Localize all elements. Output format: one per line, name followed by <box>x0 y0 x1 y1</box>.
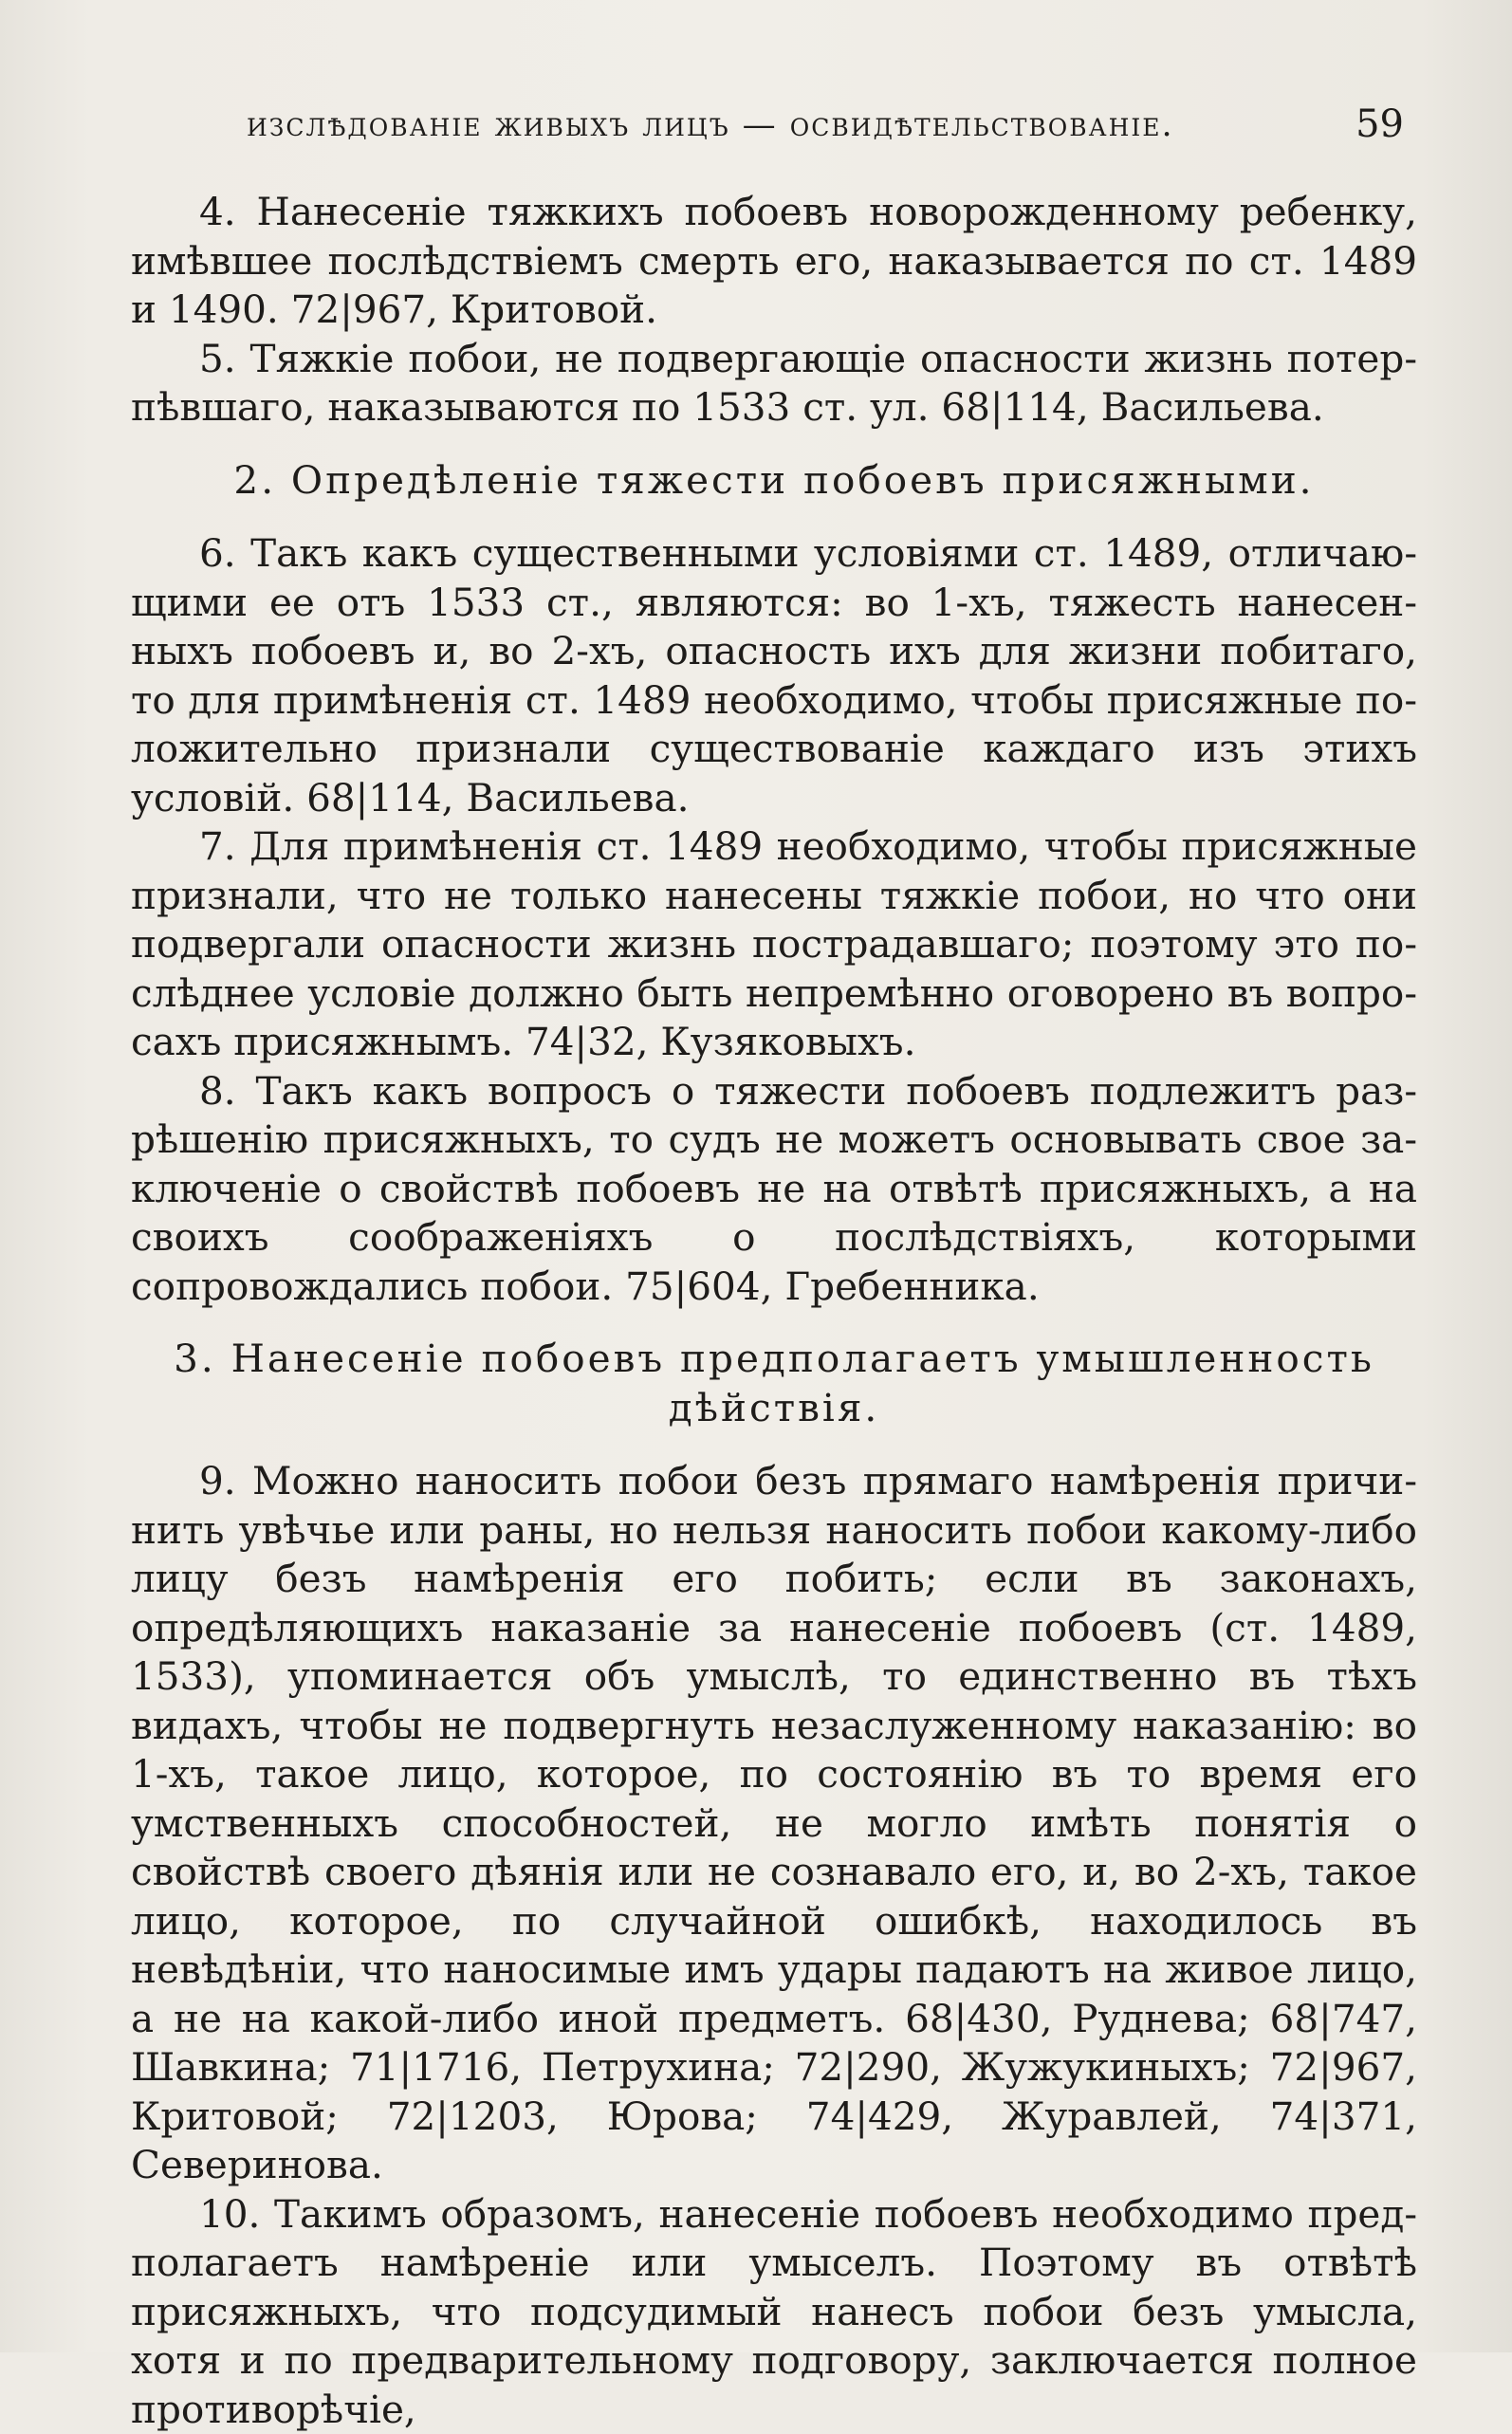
running-head <box>247 106 1404 150</box>
paragraph-7: 7. Для примѣненія ст. 1489 необходимо, чтобы присяжные признали, что не только нанесены тяжкіе побои, но что они подвергали опасности жизнь пострадавшаго; поэтому это послѣднее условіе должно быть непремѣнно оговорено въ вопросахъ присяжнымъ. 74|32, Кузяковыхъ. <box>131 822 1417 1067</box>
running-title: изслѣдованіе живыхъ лицъ — освидѣтельствованіе. <box>247 106 1174 144</box>
paragraph-5: 5. Тяжкіе побои, не подвергающіе опасности жизнь потерпѣвшаго, наказываются по 1533 ст. ул. 68|114, Васильева. <box>131 335 1417 433</box>
section-heading-3: 3. Нанесеніе побоевъ предполагаетъ умышленность дѣйствія. <box>131 1335 1417 1432</box>
paragraph-10: 10. Такимъ образомъ, нанесеніе побоевъ необходимо предполагаетъ намѣреніе или умыселъ. Поэтому въ отвѣтѣ присяжныхъ, что подсудимый нанесъ побои безъ умысла, хотя и по предварительному подговору, заключается полное противорѣчіе, <box>131 2190 1417 2434</box>
paragraph-9: 9. Можно наносить побои безъ прямаго намѣренія причинить увѣчье или раны, но нельзя наносить побои какому-либо лицу безъ намѣренія его побить; если въ законахъ, опредѣляющихъ наказаніе за нанесеніе побоевъ (ст. 1489, 1533), упоминается объ умыслѣ, то единственно въ тѣхъ видахъ, чтобы не подвергнуть незаслуженному наказанію: во 1-хъ, такое лицо, которое, по состоянію въ то время его умственныхъ способностей, не могло имѣть понятія о свойствѣ своего дѣянія или не сознавало его, и, во 2-хъ, такое лицо, которое, по случайной ошибкѣ, находилось въ невѣдѣніи, что наносимые имъ удары падаютъ на живое лицо, а не на какой-либо иной предметъ. 68|430, Руднева; 68|747, Шавкина; 71|1716, Петрухина; 72|290, Жужукиныхъ; 72|967, Критовой; 72|1203, Юрова; 74|429, Журавлей, 74|371, Северинова. <box>131 1457 1417 2190</box>
paragraph-6: 6. Такъ какъ существенными условіями ст. 1489, отличающими ее отъ 1533 ст., являются: во 1-хъ, тяжесть нанесенныхъ побоевъ и, во 2-хъ, опасность ихъ для жизни побитаго, то для примѣненія ст. 1489 необходимо, чтобы присяжные положительно признали существованіе каждаго изъ этихъ условій. 68|114, Васильева. <box>131 529 1417 822</box>
paragraph-8: 8. Такъ какъ вопросъ о тяжести побоевъ подлежитъ разрѣшенію присяжныхъ, то судъ не можетъ основывать свое заключеніе о свойствѣ побоевъ не на отвѣтѣ присяжныхъ, а на своихъ соображеніяхъ о послѣдствіяхъ, которыми сопровождaлись побои. 75|604, Гребенника. <box>131 1067 1417 1312</box>
section-heading-2: 2. Опредѣленіе тяжести побоевъ присяжными. <box>131 456 1417 506</box>
page-number: 59 <box>1355 102 1404 146</box>
body-text <box>131 188 1417 2434</box>
paragraph-4: 4. Нанесеніе тяжкихъ побоевъ новорожденному ребенку, имѣвшее послѣдствіемъ смерть его, наказывается по ст. 1489 и 1490. 72|967, Критовой. <box>131 188 1417 335</box>
